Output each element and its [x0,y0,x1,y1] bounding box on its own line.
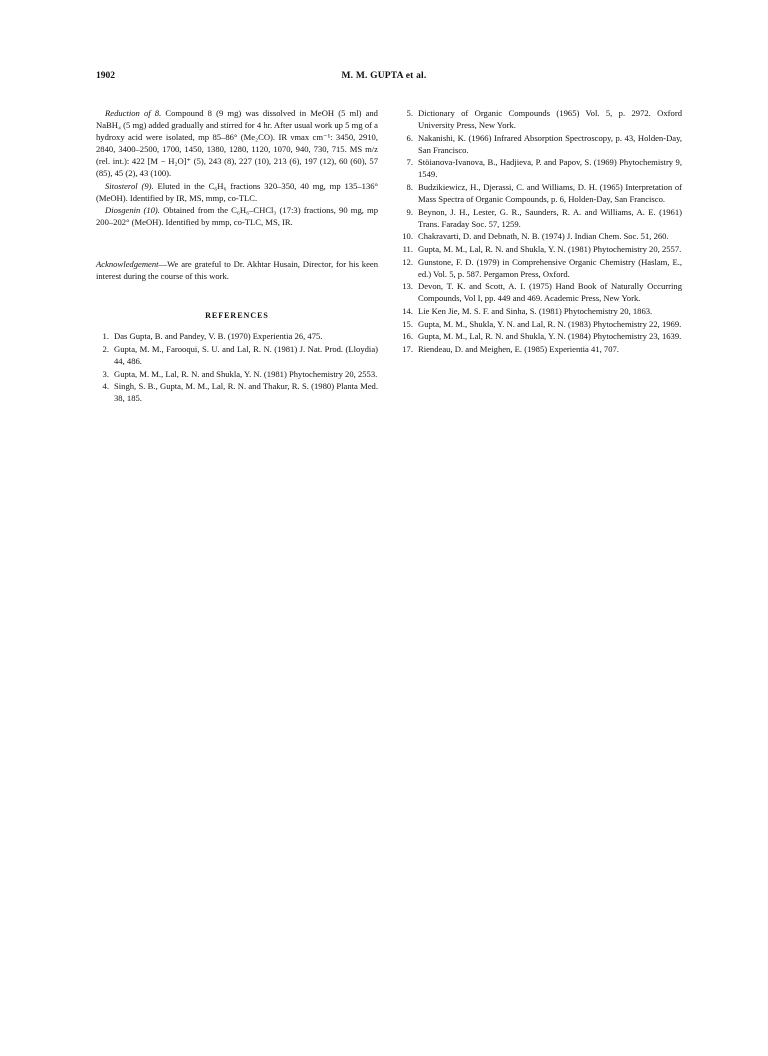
acknowledgement-lead: Acknowledgement [96,258,159,269]
paragraph-text: Eluted in the C₆H₆ fractions 320–350, 40 mg, mp 135–136° (MeOH). Identified by IR, MS, mmp, co-TLC. [96,180,378,203]
reference-number: 10. [402,231,413,242]
reference-text: Das Gupta, B. and Pandey, V. B. (1970) Experientia 26, 475. [114,331,323,342]
paragraph-lead: Diosgenin (10). [105,204,160,215]
reference-item [400,107,682,131]
reference-number: 16. [402,331,413,342]
reference-text: Chakravarti, D. and Debnath, N. B. (1974) J. Indian Chem. Soc. 51, 260. [418,231,669,242]
reference-number: 8. [406,182,413,193]
paragraph-lead: Sitosterol (9). [105,180,154,191]
reference-item [400,256,682,280]
acknowledgement [96,258,378,282]
reference-text: Gupta, M. M., Shukla, Y. N. and Lal, R. N. (1983) Phytochemistry 22, 1969. [418,318,682,329]
reference-text: Gupta, M. M., Lal, R. N. and Shukla, Y. N. (1984) Phytochemistry 23, 1639. [418,331,682,342]
reference-item [400,243,682,255]
reference-number: 12. [402,256,413,267]
paragraph-lead: Reduction of 8. [105,108,162,118]
experimental-paragraph [96,204,378,228]
reference-item [96,380,378,404]
left-column [96,107,378,405]
reference-number: 4. [102,381,109,392]
reference-text: Beynon, J. H., Lester, G. R., Saunders, R. A. and Williams, A. E. (1961) Trans. Faraday Soc. 57, 1259. [418,206,682,229]
reference-item [400,181,682,205]
reference-number: 9. [406,206,413,217]
paragraph-text: Obtained from the C₆H₆–CHCl₃ (17:3) fractions, 90 mg, mp 200–202° (MeOH). Identified by mmp, co-TLC, MS, IR. [96,204,378,227]
reference-number: 17. [402,343,413,354]
reference-number: 1. [102,331,109,342]
reference-text: Lie Ken Jie, M. S. F. and Sinha, S. (1981) Phytochemistry 20, 1863. [418,306,653,316]
acknowledgement-text: —We are grateful to Dr. Akhtar Husain, Director, for his keen interest during the course of this work. [96,258,378,282]
page-number: 1902 [96,71,115,81]
reference-item [400,132,682,156]
reference-item [400,343,682,355]
paragraph-text: Compound 8 (9 mg) was dissolved in MeOH (5 ml) and NaBH₄ (5 mg) added gradually and stirred for 4 hr. After usual work up 5 mg of a hydroxy acid were isolated, mp 85–86° (Me₂CO). IR νmax cm⁻¹: 3450, 2910, 2840, 3400–2500, 1700, 1450, 1380, 1280, 1120, 1070, 940, 730, 715. MS m/z (rel. int.): 422 [M − H₂O]⁺ (5), 243 (8), 227 (10), 213 (6), 197 (12), 60 (60), 57 (85), 45 (2), 43 (100). [96,108,378,179]
reference-text: Singh, S. B., Gupta, M. M., Lal, R. N. and Thakur, R. S. (1980) Planta Med. 38, 185. [114,381,378,404]
reference-item [400,330,682,342]
reference-number: 2. [102,343,109,354]
right-column [400,107,682,355]
reference-number: 6. [406,132,413,143]
reference-text: Budzikiewicz, H., Djerassi, C. and Williams, D. H. (1965) Interpretation of Mass Spectra of Organic Compounds, p. 6, Holden-Day, San Francisco. [418,182,682,205]
reference-number: 5. [406,108,413,118]
reference-number: 13. [402,281,413,292]
reference-text: Gupta, M. M., Farooqui, S. U. and Lal, R. N. (1981) J. Nat. Prod. (Lloydia) 44, 486. [114,343,378,366]
reference-item [400,318,682,330]
reference-text: Riendeau, D. and Meighen, E. (1985) Experientia 41, 707. [418,343,619,354]
reference-item [400,206,682,230]
reference-text: Gupta, M. M., Lal, R. N. and Shukla, Y. N. (1981) Phytochemistry 20, 2557. [418,244,682,255]
reference-text: Dictionary of Organic Compounds (1965) Vol. 5, p. 2972. Oxford University Press, New York. [418,108,682,131]
experimental-paragraph [96,107,378,180]
reference-number: 15. [402,318,413,329]
reference-item [400,156,682,180]
reference-text: Stöianova-Ivanova, B., Hadjieva, P. and Papov, S. (1969) Phytochemistry 9, 1549. [418,157,682,180]
reference-text: Gupta, M. M., Lal, R. N. and Shukla, Y. N. (1981) Phytochemistry 20, 2553. [114,368,378,379]
reference-number: 14. [402,306,413,316]
reference-item [400,230,682,242]
references-heading: REFERENCES [205,311,269,321]
reference-item [400,280,682,304]
reference-number: 7. [406,157,413,168]
reference-item [400,305,682,317]
reference-text: Devon, T. K. and Scott, A. I. (1975) Hand Book of Naturally Occurring Compounds, Vol I, pp. 449 and 469. Academic Press, New York. [418,281,682,304]
reference-item [96,330,378,342]
reference-number: 11. [402,244,413,255]
reference-number: 3. [102,368,109,379]
running-head: M. M. GUPTA et al. [341,71,427,81]
references-list-right [400,107,682,355]
reference-text: Nakanishi, K. (1966) Infrared Absorption Spectroscopy, p. 43, Holden-Day, San Francisco. [418,132,682,155]
references-list-left [96,330,378,404]
reference-item [96,343,378,367]
reference-item [96,368,378,380]
reference-text: Gunstone, F. D. (1979) in Comprehensive Organic Chemistry (Haslam, E., ed.) Vol. 5, p. 587. Pergamon Press, Oxford. [418,256,682,279]
experimental-paragraph [96,180,378,204]
